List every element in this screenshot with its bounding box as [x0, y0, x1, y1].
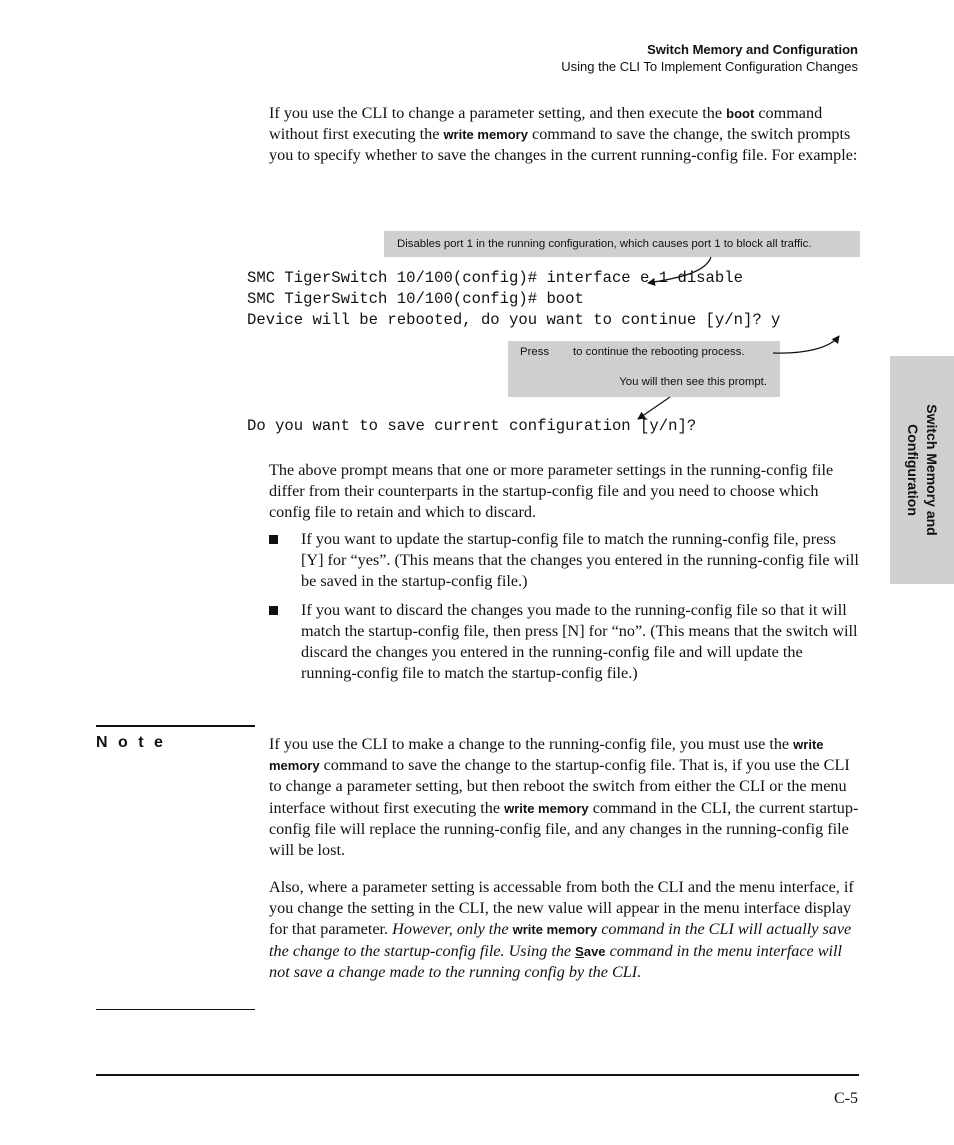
side-tab-line-2: Configuration — [905, 424, 921, 516]
choice-list — [269, 529, 859, 691]
note-top-rule — [96, 725, 255, 727]
keyword-write-memory: write memory — [512, 922, 598, 938]
explanation-paragraph: The above prompt means that one or more parameter settings in the running-config file differ from their counterparts in the startup-config file and you need to choose which config file to retain and which to discard. — [269, 461, 834, 522]
note-label: N o t e — [96, 734, 166, 751]
cli-line-interface-disable: SMC TigerSwitch 10/100(config)# interface e 1 disable — [247, 269, 743, 287]
side-tab-line-1: Switch Memory and — [924, 404, 940, 536]
chapter-title: Switch Memory and Configuration — [647, 42, 858, 57]
cli-line-reboot-prompt: Device will be rebooted, do you want to continue [y/n]? y — [247, 311, 781, 329]
keyword-save: Save — [575, 943, 606, 959]
keyword-write-memory: write memory — [504, 800, 589, 816]
callout-prompt-label: You will then see this prompt. — [619, 376, 767, 388]
note-paragraph-1: If you use the CLI to make a change to the running-config file, you must use the write memory command to save the change to the startup-config file. That is, if you use the CLI to change a parameter setting, but then reboot the switch from either the CLI or the menu interface without first executing the write memory command in the CLI, the current startup-config file will replace the running-config file, and any changes in the running-config file will be lost. — [269, 735, 859, 860]
note-paragraph-2: Also, where a parameter setting is accessable from both the CLI and the menu interface, if you change the setting in the CLI, the new value will appear in the menu interface display for that parameter. However, only the write memory command in the CLI will actually save the change to the startup-config file. Using the Save command in the menu interface will not save a change made to the running config by the CLI. — [269, 878, 854, 981]
list-item: If you want to update the startup-config file to match the running-config file, press [Y] for “yes”. (This means that the changes you entered in the running-config file will be saved in the startup-config file.) — [269, 529, 859, 593]
callout-press-label: Press — [520, 346, 550, 358]
page-number: C-5 — [834, 1090, 858, 1107]
disable-callout: Disables port 1 in the running configuration, which causes port 1 to block all traffic. — [384, 231, 860, 257]
note-bottom-rule — [96, 1009, 255, 1010]
bullet-square-icon — [269, 606, 278, 615]
bullet-square-icon — [269, 535, 278, 544]
continue-callout — [508, 341, 780, 397]
keyword-boot: boot — [726, 106, 755, 121]
chapter-side-tab — [890, 356, 954, 584]
cli-line-boot: SMC TigerSwitch 10/100(config)# boot — [247, 290, 584, 308]
list-item: If you want to discard the changes you made to the running-config file so that it will match the startup-config file, then press [N] for “no”. (This means that the switch will discard the changes you entered in the running-config file and will update the running-config file to match the startup-config file.) — [269, 600, 859, 685]
section-title: Using the CLI To Implement Configuration Changes — [561, 59, 858, 74]
keyword-write-memory: write memory — [269, 737, 824, 774]
intro-paragraph: If you use the CLI to change a parameter setting, and then execute the boot command without first executing the write memory command to save the change, the switch prompts you to specify whether to save the changes in the current running-config file. For example: — [269, 104, 858, 165]
keyword-write-memory: write memory — [443, 127, 528, 143]
arrow-to-y-answer — [773, 336, 839, 353]
callout-continue-label: to continue the rebooting process. — [573, 346, 745, 358]
cli-line-save-prompt: Do you want to save current configuration [y/n]? — [247, 417, 697, 435]
footer-rule — [96, 1074, 859, 1076]
